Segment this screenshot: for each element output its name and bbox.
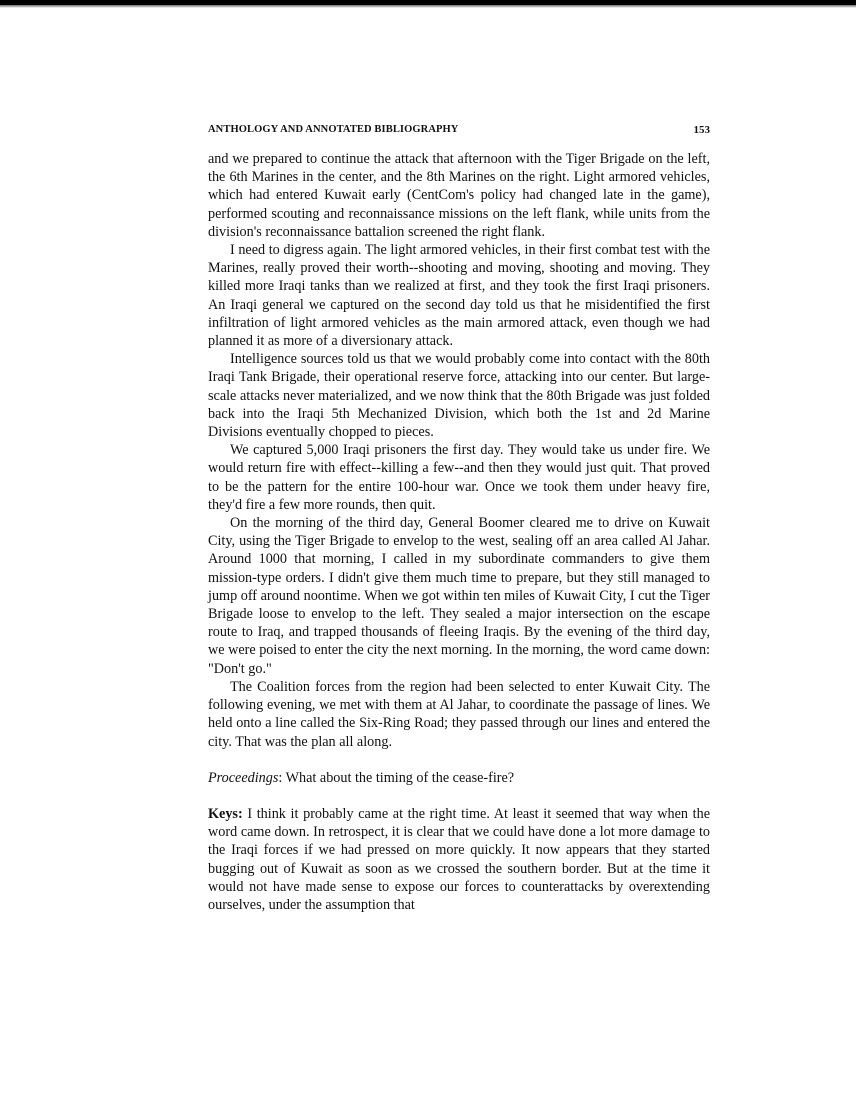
paragraph-5: On the morning of the third day, General Boomer cleared me to drive on Kuwait City, using the Tiger Brigade to envelop to the west, sealing off an area called Al Jahar. Around 1000 that morning, I called in my subordinate commanders to give them mission-type orders. I didn't give them much time to prepare, but they still managed to jump off around noontime. When we got within ten miles of Kuwait City, I cut the Tiger Brigade loose to envelop to the left. They sealed a major intersection on the escape route to Iraq, and trapped thousands of fleeing Iraqis. By the evening of the third day, we were poised to enter the city the next morning. In the morning, the word came down: "Don't go." [208,515,710,677]
question-text: : What about the timing of the cease-fire? [278,769,515,786]
question-speaker: Proceedings [208,769,279,786]
body-text [208,150,710,914]
paragraph-6: The Coalition forces from the region had been selected to enter Kuwait City. The following evening, we met with them at Al Jahar, to coordinate the passage of lines. We held onto a line called the Six-Ring Road; they passed through our lines and entered the city. That was the plan all along. [208,678,710,750]
answer-text: I think it probably came at the right time. At least it seemed that way when the word came down. In retrospect, it is clear that we could have done a lot more damage to the Iraqi forces if we had pressed on more quickly. It now appears that they started bugging out of Kuwait as soon as we crossed the southern border. But at the time it would not have made sense to expose our forces to counterattacks by overextending ourselves, under the assumption that [208,805,710,913]
page-number: 153 [693,124,710,136]
paragraph-1: and we prepared to continue the attack that afternoon with the Tiger Brigade on the left, the 6th Marines in the center, and the 8th Marines on the right. Light armored vehicles, which had entered Kuwait early (CentCom's policy had changed late in the game), performed scouting and reconnaissance missions on the left flank, while units from the division's reconnaissance battalion screened the right flank. [208,151,710,240]
paragraph-3: Intelligence sources told us that we would probably come into contact with the 80th Iraqi Tank Brigade, their operational reserve force, attacking into our center. But large-scale attacks never materialized, and we now think that the 80th Brigade was just folded back into the Iraqi 5th Mechanized Division, which both the 1st and 2d Marine Divisions eventually chopped to pieces. [208,351,710,441]
interview-question [208,769,710,787]
paragraph-4: We captured 5,000 Iraqi prisoners the first day. They would take us under fire. We would return fire with effect--killing a few--and then they would just quit. That proved to be the pattern for the entire 100-hour war. Once we took them under heavy fire, they'd fire a few more rounds, then quit. [208,442,710,513]
paragraph-2: I need to digress again. The light armored vehicles, in their first combat test with the Marines, really proved their worth--shooting and moving, shooting and moving. They killed more Iraqi tanks than we realized at first, and they took the first Iraqi prisoners. An Iraqi general we captured on the second day told us that he misidentified the first infiltration of light armored vehicles as the main armored attack, even though we had planned it as more of a diversionary attack. [208,242,710,350]
interview-answer [208,805,710,914]
running-title: ANTHOLOGY AND ANNOTATED BIBLIOGRAPHY [208,124,459,135]
answer-speaker: Keys: [208,805,243,822]
scan-edge-shadow [0,5,856,8]
running-header [208,124,710,140]
